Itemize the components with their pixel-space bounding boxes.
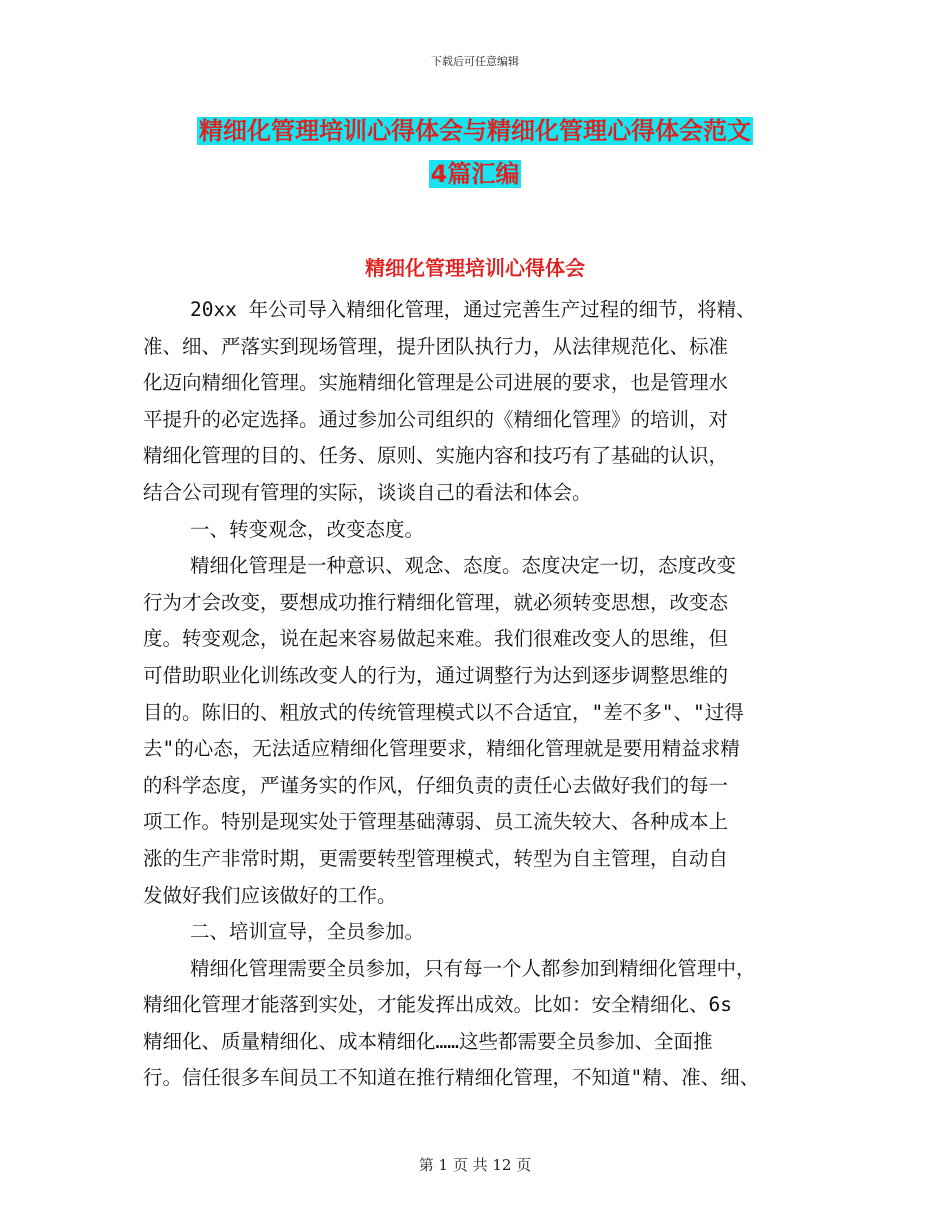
text-line: 化迈向精细化管理。实施精细化管理是公司进展的要求，也是管理水 <box>143 371 729 395</box>
text-line: 去"的心态，无法适应精细化管理要求，精细化管理就是要用精益求精 <box>143 737 740 761</box>
text-line: 精细化管理需要全员参加，只有每一个人都参加到精细化管理中， <box>143 956 756 980</box>
text-line: 的科学态度，严谨务实的作风，仔细负责的责任心去做好我们的每一 <box>143 773 729 797</box>
page-footer: 第 1 页 共 12 页 <box>418 1156 532 1174</box>
text-line: 精细化、质量精细化、成本精细化……这些都需要全员参加、全面推 <box>143 1029 713 1053</box>
heading-line: 二、培训宣导，全员参加。 <box>143 920 424 944</box>
text-line: 涨的生产非常时期，更需要转型管理模式，转型为自主管理，自动自 <box>143 846 729 870</box>
text-line: 可借助职业化训练改变人的行为，通过调整行为达到逐步调整思维的 <box>143 663 729 687</box>
text-line: 平提升的必定选择。通过参加公司组织的《精细化管理》的培训，对 <box>143 407 729 431</box>
document-title-line-2 <box>0 157 950 191</box>
text-line: 项工作。特别是现实处于管理基础薄弱、员工流失较大、各种成本上 <box>143 810 729 834</box>
text-line: 度。转变观念，说在起来容易做起来难。我们很难改变人的思维，但 <box>143 627 729 651</box>
text-line: 20xx 年公司导入精细化管理，通过完善生产过程的细节，将精、 <box>143 298 756 321</box>
heading-line: 一、转变观念，改变态度。 <box>143 517 424 541</box>
section-title: 精细化管理培训心得体会 <box>365 256 585 280</box>
text-line: 目的。陈旧的、粗放式的传统管理模式以不合适宜，"差不多"、"过得 <box>143 700 744 724</box>
header-note: 下载后可任意编辑 <box>431 55 519 68</box>
title-highlight: 精细化管理培训心得体会与精细化管理心得体会范文 <box>199 117 751 145</box>
document-body <box>143 292 815 1097</box>
text-line: 行为才会改变，要想成功推行精细化管理，就必须转变思想，改变态 <box>143 590 729 614</box>
text-line: 精细化管理是一种意识、观念、态度。态度决定一切，态度改变 <box>143 554 736 578</box>
text-line: 结合公司现有管理的实际，谈谈自己的看法和体会。 <box>143 480 592 504</box>
text-line: 行。信任很多车间员工不知道在推行精细化管理，不知道"精、准、细、 <box>143 1066 760 1090</box>
title-highlight: 4篇汇编 <box>430 160 520 188</box>
text-line: 发做好我们应该做好的工作。 <box>143 883 397 907</box>
text-line: 准、细、严落实到现场管理，提升团队执行力，从法律规范化、标准 <box>143 334 729 358</box>
text-line: 精细化管理才能落到实处，才能发挥出成效。比如：安全精细化、6s <box>143 993 732 1017</box>
document-title-line-1 <box>0 114 950 148</box>
text-line: 精细化管理的目的、任务、原则、实施内容和技巧有了基础的认识， <box>143 444 729 468</box>
